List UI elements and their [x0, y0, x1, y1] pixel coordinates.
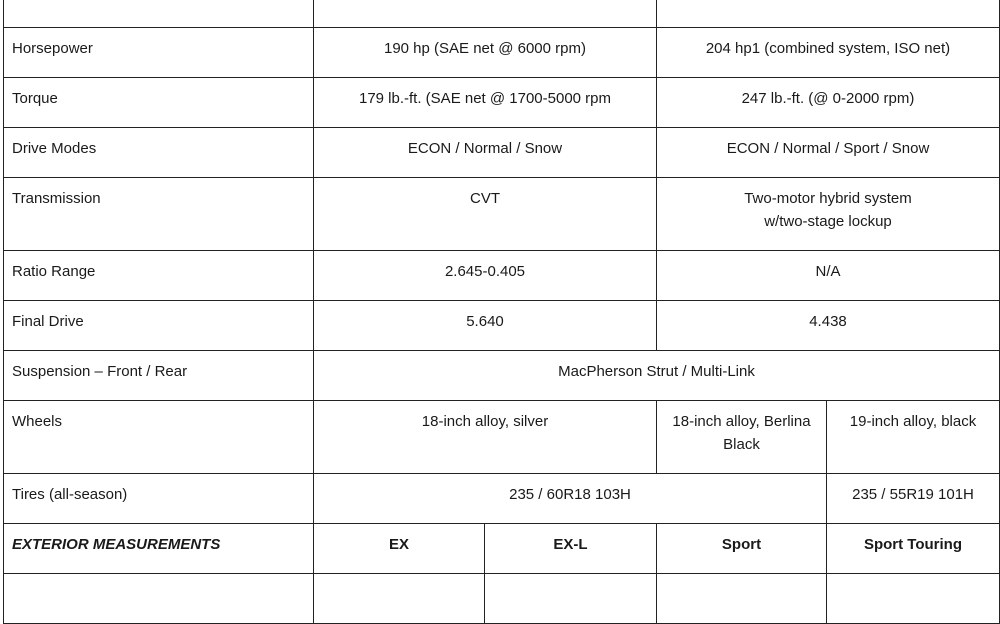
table-cell: 247 lb.-ft. (@ 0-2000 rpm) — [657, 78, 1000, 128]
row-label — [4, 574, 314, 624]
column-header: Sport Touring — [827, 524, 1000, 574]
row-label: Transmission — [4, 178, 314, 251]
table-cell: ECON / Normal / Sport / Snow — [657, 128, 1000, 178]
row-label: Tires (all-season) — [4, 474, 314, 524]
table-row-torque — [4, 78, 1000, 128]
table-cell — [314, 0, 657, 28]
column-header: EX-L — [485, 524, 657, 574]
table-cell — [657, 0, 1000, 28]
section-heading: EXTERIOR MEASUREMENTS — [4, 524, 314, 574]
table-cell: 235 / 60R18 103H — [314, 474, 827, 524]
row-label: Ratio Range — [4, 251, 314, 301]
table-row-transmission — [4, 178, 1000, 251]
row-label: Torque — [4, 78, 314, 128]
table-cell — [657, 178, 1000, 251]
table-row-suspension — [4, 351, 1000, 401]
table-cell: 190 hp (SAE net @ 6000 rpm) — [314, 28, 657, 78]
table-row-partial-bottom — [4, 574, 1000, 624]
row-label: Final Drive — [4, 301, 314, 351]
table-row-horsepower — [4, 28, 1000, 78]
table-cell: 5.640 — [314, 301, 657, 351]
table-cell: 2.645-0.405 — [314, 251, 657, 301]
spec-table — [3, 0, 1000, 624]
table-cell: 179 lb.-ft. (SAE net @ 1700-5000 rpm — [314, 78, 657, 128]
cell-line: w/two-stage lockup — [764, 213, 892, 230]
table-cell: 235 / 55R19 101H — [827, 474, 1000, 524]
table-cell: CVT — [314, 178, 657, 251]
table-cell: 18-inch alloy, Berlina Black — [657, 401, 827, 474]
table-cell: N/A — [657, 251, 1000, 301]
table-row-tires — [4, 474, 1000, 524]
table-row-final-drive — [4, 301, 1000, 351]
row-label: Suspension – Front / Rear — [4, 351, 314, 401]
table-cell — [485, 574, 657, 624]
table-row-wheels — [4, 401, 1000, 474]
row-label: Wheels — [4, 401, 314, 474]
table-cell — [314, 574, 485, 624]
row-label: Horsepower — [4, 28, 314, 78]
table-cell: 18-inch alloy, silver — [314, 401, 657, 474]
table-cell: 19-inch alloy, black — [827, 401, 1000, 474]
table-cell: 204 hp1 (combined system, ISO net) — [657, 28, 1000, 78]
table-row-ratio-range — [4, 251, 1000, 301]
column-header: Sport — [657, 524, 827, 574]
table-cell: ECON / Normal / Snow — [314, 128, 657, 178]
cell-line: Two-motor hybrid system — [744, 190, 912, 207]
table-cell: 4.438 — [657, 301, 1000, 351]
column-header: EX — [314, 524, 485, 574]
table-cell — [827, 574, 1000, 624]
table-row-exterior-header — [4, 524, 1000, 574]
table-row-drive-modes — [4, 128, 1000, 178]
row-label: Drive Modes — [4, 128, 314, 178]
table-cell: MacPherson Strut / Multi-Link — [314, 351, 1000, 401]
table-cell — [657, 574, 827, 624]
table-row-partial-top — [4, 0, 1000, 28]
row-label — [4, 0, 314, 28]
